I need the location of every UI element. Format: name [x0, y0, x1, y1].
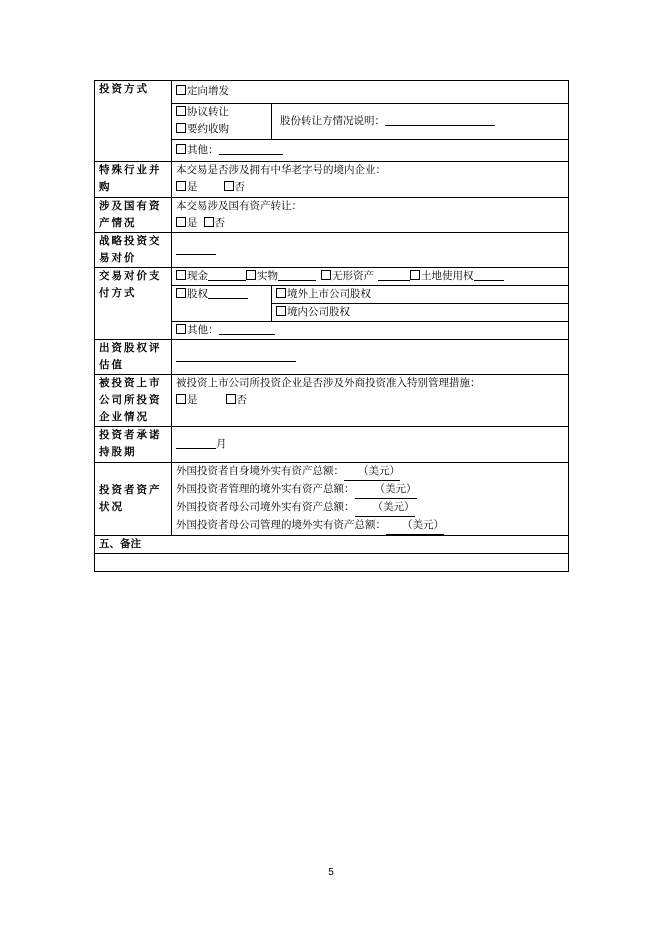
managed-assets-label: 外国投资者管理的境外实有资产总额： — [176, 483, 355, 495]
other-payment-label: 其他： — [187, 324, 219, 336]
special-industry-yes-label: 是 — [187, 181, 198, 193]
payment-method-label: 交易对价支付方式 — [95, 268, 172, 340]
managed-assets-currency: （美元） — [374, 483, 417, 495]
directional-issue-label: 定向增发 — [187, 85, 229, 97]
state-assets-question: 本交易涉及国有资产转让： — [176, 200, 302, 212]
investment-method-label: 投资方式 — [95, 81, 172, 162]
listed-company-question: 被投资上市公司所投资企业是否涉及外商投资准入特别管理措施： — [176, 377, 481, 389]
overseas-listed-label: 境外上市公司股权 — [287, 288, 371, 300]
own-assets-field[interactable] — [344, 463, 400, 481]
listed-company-yes-label: 是 — [187, 394, 198, 406]
listed-company-label: 被投资上市公司所投资企业情况 — [95, 375, 172, 427]
managed-assets-field[interactable] — [355, 481, 417, 499]
parent-managed-assets-currency: （美元） — [402, 519, 444, 531]
cash-field[interactable] — [208, 269, 246, 281]
intangible-label: 无形资产 — [332, 270, 374, 282]
cash-checkbox[interactable] — [176, 270, 186, 280]
special-industry-no-checkbox[interactable] — [224, 181, 234, 191]
special-industry-question: 本交易是否涉及拥有中华老字号的境内企业： — [176, 164, 386, 176]
listed-company-yes-checkbox[interactable] — [176, 394, 186, 404]
tender-offer-checkbox[interactable] — [176, 123, 186, 133]
parent-managed-assets-label: 外国投资者母公司管理的境外实有资产总额： — [176, 519, 386, 531]
agreement-transfer-checkbox[interactable] — [176, 106, 186, 116]
own-assets-currency: （美元） — [358, 465, 400, 477]
own-assets-label: 外国投资者自身境外实有资产总额： — [176, 465, 344, 477]
remarks-field[interactable] — [95, 554, 569, 572]
other-payment-checkbox[interactable] — [176, 324, 186, 334]
parent-assets-field[interactable] — [355, 499, 415, 517]
domestic-equity-checkbox[interactable] — [276, 306, 286, 316]
equity-field[interactable] — [208, 287, 248, 299]
in-kind-field[interactable] — [278, 269, 316, 281]
state-assets-yes-checkbox[interactable] — [176, 217, 186, 227]
state-assets-no-label: 否 — [214, 217, 225, 229]
holding-period-unit: 月 — [216, 438, 227, 450]
equity-valuation-label: 出资股权评估值 — [95, 340, 172, 375]
state-assets-no-checkbox[interactable] — [204, 217, 214, 227]
land-use-field[interactable] — [474, 269, 504, 281]
overseas-listed-checkbox[interactable] — [276, 288, 286, 298]
other-payment-field[interactable] — [219, 323, 275, 335]
share-transfer-note-label: 股份转让方情况说明： — [280, 115, 385, 127]
land-use-checkbox[interactable] — [410, 270, 420, 280]
holding-period-label: 投资者承诺持股期 — [95, 427, 172, 463]
special-industry-no-label: 否 — [234, 181, 245, 193]
equity-label: 股权 — [187, 288, 208, 300]
state-assets-yes-label: 是 — [187, 217, 198, 229]
other-method-label: 其他： — [187, 144, 219, 156]
directional-issue-checkbox[interactable] — [176, 85, 186, 95]
other-method-checkbox[interactable] — [176, 144, 186, 154]
strategic-price-field[interactable] — [176, 243, 216, 255]
agreement-transfer-label: 协议转让 — [187, 106, 229, 118]
listed-company-no-checkbox[interactable] — [226, 394, 236, 404]
parent-managed-assets-field[interactable] — [386, 517, 444, 535]
other-method-field[interactable] — [219, 143, 283, 155]
special-industry-yes-checkbox[interactable] — [176, 181, 186, 191]
investor-assets-label: 投资者资产状况 — [95, 463, 172, 536]
holding-period-field[interactable] — [176, 437, 216, 449]
application-form-table — [94, 80, 569, 572]
parent-assets-currency: （美元） — [372, 501, 415, 513]
listed-company-no-label: 否 — [236, 394, 247, 406]
equity-checkbox[interactable] — [176, 288, 186, 298]
page-number: 5 — [328, 867, 334, 878]
section-five-title: 五、备注 — [95, 536, 569, 554]
state-assets-label: 涉及国有资产情况 — [95, 198, 172, 233]
cash-label: 现金 — [187, 270, 208, 282]
strategic-price-label: 战略投资交易对价 — [95, 233, 172, 268]
intangible-checkbox[interactable] — [321, 270, 331, 280]
special-industry-label: 特殊行业并购 — [95, 162, 172, 198]
in-kind-checkbox[interactable] — [246, 270, 256, 280]
domestic-equity-label: 境内公司股权 — [287, 306, 350, 318]
parent-assets-label: 外国投资者母公司境外实有资产总额： — [176, 501, 355, 513]
land-use-label: 土地使用权 — [421, 270, 474, 282]
share-transfer-note-field[interactable] — [385, 114, 495, 126]
equity-valuation-field[interactable] — [176, 350, 296, 362]
in-kind-label: 实物 — [257, 270, 278, 282]
intangible-field[interactable] — [378, 269, 410, 281]
tender-offer-label: 要约收购 — [187, 123, 229, 135]
